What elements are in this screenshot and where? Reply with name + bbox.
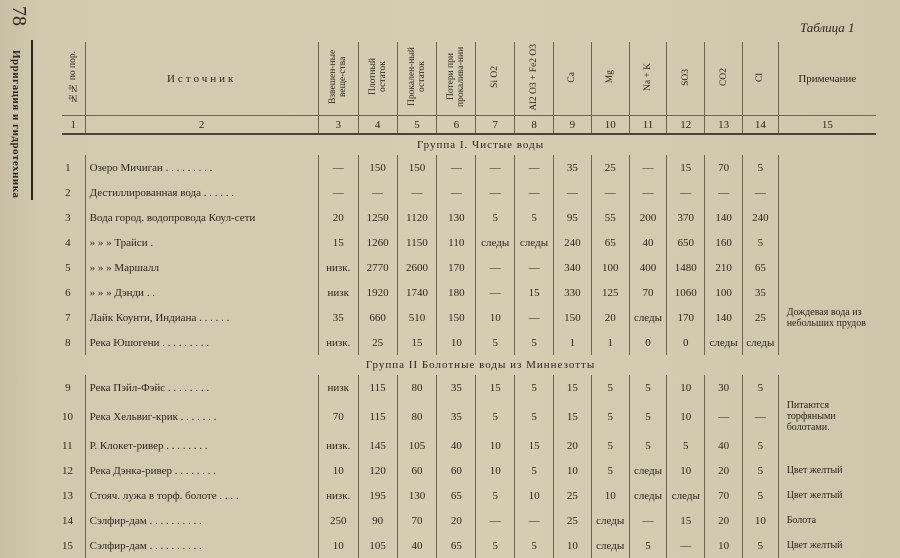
header-na-k: Na + K [629, 42, 667, 116]
value-cell: 15 [554, 400, 592, 433]
value-cell: 1480 [667, 255, 705, 280]
value-cell: — [629, 508, 667, 533]
note-cell: Цвет желтый [778, 533, 876, 558]
row-number: 6 [65, 286, 71, 299]
column-number: 2 [85, 116, 318, 135]
value-cell: 5 [667, 433, 705, 458]
value-cell: 5 [629, 533, 667, 558]
value-cell: 1920 [358, 280, 397, 305]
value-cell: 40 [437, 433, 476, 458]
value-cell: 35 [437, 400, 476, 433]
group-spacer [62, 134, 85, 155]
value-cell: 145 [358, 433, 397, 458]
margin-rule [31, 40, 33, 200]
value-cell: 5 [591, 433, 629, 458]
column-number: 10 [591, 116, 629, 135]
value-cell: 80 [397, 400, 437, 433]
value-cell: 100 [705, 280, 743, 305]
column-number: 6 [437, 116, 476, 135]
value-cell: низк. [318, 255, 358, 280]
value-cell: низк. [318, 483, 358, 508]
value-cell: 5 [629, 400, 667, 433]
value-cell: — [476, 155, 515, 180]
source-name: Река Юшогени . . . . . . . . . [85, 330, 318, 355]
header-source: Источник [85, 42, 318, 116]
value-cell: 10 [554, 533, 592, 558]
value-cell: 105 [358, 533, 397, 558]
table-row [62, 205, 876, 230]
header-mg: Mg [591, 42, 629, 116]
value-cell: — [476, 280, 515, 305]
value-cell: 110 [437, 230, 476, 255]
value-cell: 130 [437, 205, 476, 230]
value-cell: 2600 [397, 255, 437, 280]
value-cell: 140 [705, 305, 743, 330]
note-cell: Цвет желтый [778, 458, 876, 483]
note-cell [778, 180, 876, 205]
value-cell: 130 [397, 483, 437, 508]
value-cell: 5 [591, 375, 629, 400]
column-number: 14 [742, 116, 778, 135]
value-cell: 1060 [667, 280, 705, 305]
source-name: Дестиллированная вода . . . . . . [85, 180, 318, 205]
source-name: » » » Маршалл [85, 255, 318, 280]
row-number: 15 [62, 539, 73, 552]
row-number: 10 [62, 410, 73, 423]
value-cell: 5 [742, 433, 778, 458]
value-cell: — [515, 155, 554, 180]
table-row [62, 155, 876, 180]
value-cell: 20 [591, 305, 629, 330]
value-cell: 70 [629, 280, 667, 305]
header-calcined-residue: Прокален-ный остаток [397, 42, 437, 116]
table-row [62, 458, 876, 483]
table-row [62, 533, 876, 558]
value-cell: 125 [591, 280, 629, 305]
column-number: 12 [667, 116, 705, 135]
value-cell: — [358, 180, 397, 205]
value-cell: 100 [591, 255, 629, 280]
value-cell: 180 [437, 280, 476, 305]
value-cell: 20 [437, 508, 476, 533]
source-name: Река Дэнка-ривер . . . . . . . . [85, 458, 318, 483]
value-cell: 160 [705, 230, 743, 255]
value-cell: низк [318, 375, 358, 400]
value-cell: 170 [667, 305, 705, 330]
group-heading-row [62, 134, 876, 155]
header-suspended: Взвешен-ные веще-ства [318, 42, 358, 116]
source-name: » » » Дэнди . . [85, 280, 318, 305]
value-cell: 1260 [358, 230, 397, 255]
note-cell: Цвет желтый [778, 483, 876, 508]
value-cell: 340 [554, 255, 592, 280]
value-cell: 5 [591, 400, 629, 433]
value-cell: 10 [667, 400, 705, 433]
table-label: Таблица 1 [800, 20, 855, 35]
row-number: 14 [62, 514, 73, 527]
column-number-row [62, 116, 876, 135]
value-cell: — [705, 400, 743, 433]
source-name: Лайк Коунти, Индиана . . . . . . [85, 305, 318, 330]
value-cell: 35 [742, 280, 778, 305]
value-cell: 5 [742, 458, 778, 483]
table-row [62, 180, 876, 205]
value-cell: 10 [437, 330, 476, 355]
value-cell: 10 [476, 458, 515, 483]
note-cell [778, 433, 876, 458]
column-number: 13 [705, 116, 743, 135]
value-cell: 5 [476, 400, 515, 433]
note-cell [778, 330, 876, 355]
value-cell: 660 [358, 305, 397, 330]
value-cell: 5 [515, 205, 554, 230]
value-cell: 15 [667, 508, 705, 533]
value-cell: — [742, 400, 778, 433]
value-cell: 115 [358, 400, 397, 433]
value-cell: 5 [742, 155, 778, 180]
value-cell: — [397, 180, 437, 205]
value-cell: 20 [705, 458, 743, 483]
value-cell: 25 [554, 483, 592, 508]
value-cell: 65 [437, 533, 476, 558]
value-cell: следы [515, 230, 554, 255]
value-cell: 400 [629, 255, 667, 280]
value-cell: 10 [554, 458, 592, 483]
value-cell: 5 [515, 375, 554, 400]
row-number: 7 [65, 311, 71, 324]
note-cell [778, 280, 876, 305]
group-heading: Группа I. Чистые воды [416, 139, 545, 151]
column-number: 9 [554, 116, 592, 135]
value-cell: — [515, 305, 554, 330]
table-row [62, 305, 876, 330]
value-cell: следы [705, 330, 743, 355]
value-cell: 10 [591, 483, 629, 508]
value-cell: 65 [437, 483, 476, 508]
value-cell: 115 [358, 375, 397, 400]
value-cell: 30 [705, 375, 743, 400]
value-cell: 25 [591, 155, 629, 180]
value-cell: — [476, 255, 515, 280]
value-cell: 10 [742, 508, 778, 533]
value-cell: 70 [705, 155, 743, 180]
table-row [62, 375, 876, 400]
header-dense-residue: Плотный остаток [358, 42, 397, 116]
value-cell: 170 [437, 255, 476, 280]
value-cell: — [476, 180, 515, 205]
value-cell: 210 [705, 255, 743, 280]
value-cell: — [476, 508, 515, 533]
source-name: Река Пэйл-Фэйс . . . . . . . . [85, 375, 318, 400]
value-cell: 15 [318, 230, 358, 255]
column-number: 1 [62, 116, 85, 135]
column-number: 15 [778, 116, 876, 135]
value-cell: следы [591, 533, 629, 558]
value-cell: низк. [318, 330, 358, 355]
value-cell: 15 [476, 375, 515, 400]
value-cell: 0 [629, 330, 667, 355]
row-number: 11 [62, 439, 73, 452]
value-cell: 10 [667, 375, 705, 400]
value-cell: 5 [515, 400, 554, 433]
source-name: Сэлфир-дам . . . . . . . . . . [85, 508, 318, 533]
water-analysis-table [62, 42, 876, 558]
value-cell: 1120 [397, 205, 437, 230]
note-cell [778, 230, 876, 255]
column-number: 11 [629, 116, 667, 135]
group-heading: Группа II Болотные воды из Миннезотты [365, 359, 596, 371]
value-cell: 1 [591, 330, 629, 355]
value-cell: 5 [476, 533, 515, 558]
value-cell: — [742, 180, 778, 205]
row-number: 3 [65, 211, 71, 224]
value-cell: — [515, 508, 554, 533]
value-cell: — [667, 180, 705, 205]
table-row [62, 330, 876, 355]
table-row [62, 400, 876, 433]
value-cell: 5 [742, 533, 778, 558]
value-cell: 35 [437, 375, 476, 400]
table-row [62, 230, 876, 255]
value-cell: 60 [437, 458, 476, 483]
value-cell: следы [476, 230, 515, 255]
value-cell: низк. [318, 433, 358, 458]
value-cell: 15 [515, 280, 554, 305]
note-cell [778, 375, 876, 400]
value-cell: 70 [705, 483, 743, 508]
value-cell: 10 [318, 458, 358, 483]
value-cell: 195 [358, 483, 397, 508]
value-cell: 35 [318, 305, 358, 330]
value-cell: — [629, 155, 667, 180]
row-number: 8 [65, 336, 71, 349]
group-spacer [62, 355, 85, 375]
source-name: Сэлфир-дам . . . . . . . . . . [85, 533, 318, 558]
value-cell: 10 [318, 533, 358, 558]
page-number: 78 [8, 6, 30, 26]
value-cell: 70 [318, 400, 358, 433]
value-cell: 650 [667, 230, 705, 255]
value-cell: 35 [554, 155, 592, 180]
header-no: №№ по пор. [68, 51, 79, 103]
value-cell: — [629, 180, 667, 205]
value-cell: — [318, 180, 358, 205]
page-margin [0, 0, 40, 558]
value-cell: — [705, 180, 743, 205]
value-cell: 5 [742, 230, 778, 255]
value-cell: 5 [476, 483, 515, 508]
value-cell: 40 [397, 533, 437, 558]
value-cell: 60 [397, 458, 437, 483]
note-cell: Дождевая вода из небольших прудов [778, 305, 876, 330]
source-name: Озеро Мичиган . . . . . . . . . [85, 155, 318, 180]
value-cell: 140 [705, 205, 743, 230]
table-row [62, 483, 876, 508]
value-cell: 5 [476, 330, 515, 355]
row-number: 1 [65, 161, 71, 174]
note-cell [778, 205, 876, 230]
value-cell: следы [667, 483, 705, 508]
value-cell: 5 [476, 205, 515, 230]
value-cell: — [437, 155, 476, 180]
table-body [62, 134, 876, 558]
row-number: 9 [65, 381, 71, 394]
header-sio2: Si O2 [476, 42, 515, 116]
value-cell: 5 [515, 330, 554, 355]
value-cell: 150 [358, 155, 397, 180]
value-cell: 250 [318, 508, 358, 533]
row-number: 2 [65, 186, 71, 199]
value-cell: следы [629, 483, 667, 508]
value-cell: 15 [554, 375, 592, 400]
header-ca: Ca [554, 42, 592, 116]
value-cell: 15 [515, 433, 554, 458]
value-cell: — [554, 180, 592, 205]
column-number: 4 [358, 116, 397, 135]
header-loss-on-calcination: Потери при прокалива-нии [437, 42, 476, 116]
running-title: Ирригация и гидротехника [10, 50, 22, 199]
table-row [62, 433, 876, 458]
source-name: Стояч. лужа в торф. болоте . . . . [85, 483, 318, 508]
value-cell: 65 [742, 255, 778, 280]
header-row [62, 42, 876, 116]
row-number: 4 [65, 236, 71, 249]
value-cell: 90 [358, 508, 397, 533]
value-cell: 200 [629, 205, 667, 230]
value-cell: 95 [554, 205, 592, 230]
header-al-fe-oxides: Al2 O3 + Fe2 O3 [515, 42, 554, 116]
value-cell: 5 [629, 375, 667, 400]
table-row [62, 280, 876, 305]
value-cell: 10 [515, 483, 554, 508]
value-cell: — [515, 180, 554, 205]
value-cell: 10 [705, 533, 743, 558]
table-row [62, 508, 876, 533]
value-cell: 10 [476, 305, 515, 330]
column-number: 5 [397, 116, 437, 135]
value-cell: — [318, 155, 358, 180]
source-name: Вода город. водопровода Коул-сети [85, 205, 318, 230]
value-cell: — [591, 180, 629, 205]
value-cell: следы [629, 305, 667, 330]
value-cell: 15 [397, 330, 437, 355]
value-cell: 25 [358, 330, 397, 355]
value-cell: 150 [397, 155, 437, 180]
value-cell: 120 [358, 458, 397, 483]
value-cell: 15 [667, 155, 705, 180]
value-cell: 1250 [358, 205, 397, 230]
value-cell: 1 [554, 330, 592, 355]
value-cell: 370 [667, 205, 705, 230]
source-name: » » » Трайси . [85, 230, 318, 255]
value-cell: — [515, 255, 554, 280]
value-cell: 5 [742, 483, 778, 508]
value-cell: 105 [397, 433, 437, 458]
row-number: 13 [62, 489, 73, 502]
value-cell: — [437, 180, 476, 205]
value-cell: 5 [515, 533, 554, 558]
source-name: Р. Клокет-ривер . . . . . . . . [85, 433, 318, 458]
value-cell: 55 [591, 205, 629, 230]
value-cell: 240 [742, 205, 778, 230]
value-cell: 20 [318, 205, 358, 230]
value-cell: 70 [397, 508, 437, 533]
value-cell: 510 [397, 305, 437, 330]
note-cell: Болота [778, 508, 876, 533]
value-cell: 5 [742, 375, 778, 400]
value-cell: — [667, 533, 705, 558]
value-cell: 150 [554, 305, 592, 330]
header-so3: SO3 [667, 42, 705, 116]
source-name: Река Хельвиг-крик . . . . . . . [85, 400, 318, 433]
value-cell: 5 [591, 458, 629, 483]
value-cell: 40 [705, 433, 743, 458]
value-cell: 5 [629, 433, 667, 458]
value-cell: 240 [554, 230, 592, 255]
value-cell: 330 [554, 280, 592, 305]
column-number: 3 [318, 116, 358, 135]
value-cell: 20 [705, 508, 743, 533]
row-number: 12 [62, 464, 73, 477]
column-number: 7 [476, 116, 515, 135]
table-row [62, 255, 876, 280]
value-cell: 10 [667, 458, 705, 483]
value-cell: 40 [629, 230, 667, 255]
column-number: 8 [515, 116, 554, 135]
value-cell: 2770 [358, 255, 397, 280]
value-cell: следы [629, 458, 667, 483]
value-cell: 25 [742, 305, 778, 330]
value-cell: 25 [554, 508, 592, 533]
note-cell [778, 255, 876, 280]
note-cell [778, 155, 876, 180]
header-co2: CO2 [705, 42, 743, 116]
value-cell: низк [318, 280, 358, 305]
header-cl: Cl [742, 42, 778, 116]
value-cell: 150 [437, 305, 476, 330]
value-cell: 1740 [397, 280, 437, 305]
header-note: Примечание [778, 42, 876, 116]
value-cell: 5 [515, 458, 554, 483]
value-cell: 0 [667, 330, 705, 355]
value-cell: 10 [476, 433, 515, 458]
group-heading-row [62, 355, 876, 375]
value-cell: 80 [397, 375, 437, 400]
value-cell: следы [591, 508, 629, 533]
value-cell: 1150 [397, 230, 437, 255]
value-cell: 20 [554, 433, 592, 458]
value-cell: 65 [591, 230, 629, 255]
note-cell: Питаются торфяными болотами. [778, 400, 876, 433]
row-number: 5 [65, 261, 71, 274]
value-cell: следы [742, 330, 778, 355]
